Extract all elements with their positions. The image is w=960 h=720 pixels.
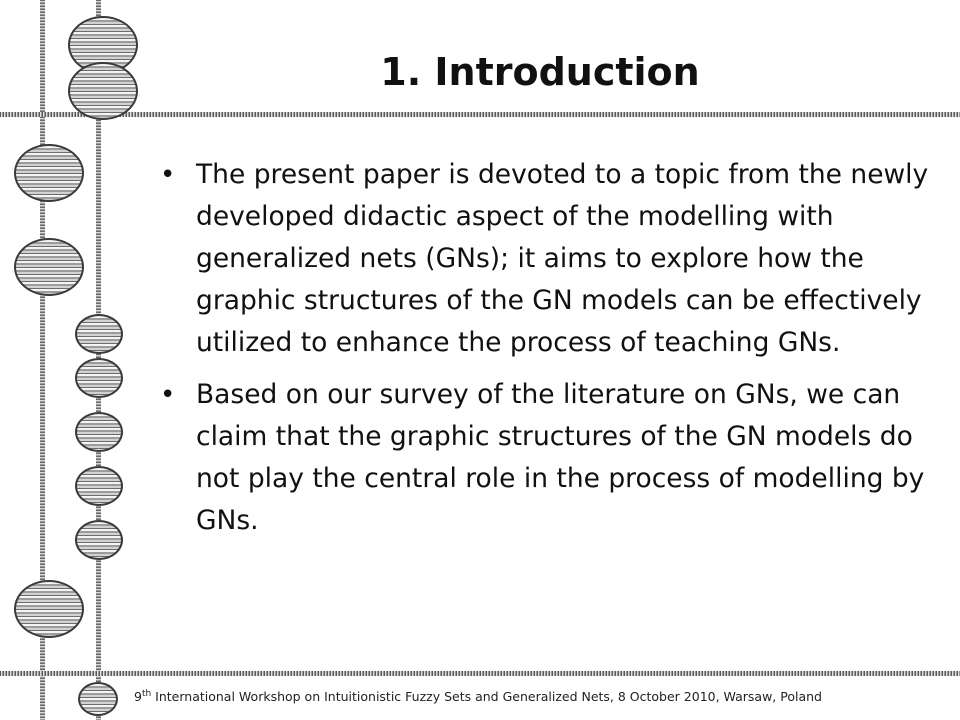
footer-ordinal-number: 9	[134, 689, 142, 705]
abacus-bead	[78, 682, 118, 716]
abacus-bead	[14, 144, 84, 202]
footer-text: International Workshop on Intuitionistic Fuzzy Sets and Generalized Nets, 8 October 2010, Warsaw, Poland	[151, 689, 822, 705]
footer-divider-line	[0, 671, 960, 676]
abacus-bead	[14, 580, 84, 638]
bullet-text: The present paper is devoted to a topic from the newly developed didactic aspect of the modelling with generalized nets (GNs); it aims to explore how the graphic structures of the GN models can be effectively utilized to enhance the process of teaching GNs.	[196, 159, 929, 358]
abacus-bead	[75, 412, 123, 452]
bullet-marker: •	[160, 160, 176, 190]
abacus-bead	[75, 466, 123, 506]
abacus-bead	[14, 238, 84, 296]
footer-conference-line	[134, 689, 944, 704]
abacus-bead	[68, 62, 138, 120]
title-divider-line	[0, 112, 960, 117]
abacus-bead	[75, 314, 123, 354]
bullet-item	[160, 374, 940, 542]
abacus-bead	[75, 520, 123, 560]
slide-title: 1. Introduction	[380, 50, 700, 94]
footer-ordinal-suffix: th	[141, 689, 152, 699]
bullet-list	[160, 154, 940, 552]
bullet-marker: •	[160, 380, 176, 410]
abacus-bead	[75, 358, 123, 398]
bullet-item	[160, 154, 940, 364]
bullet-text: Based on our survey of the literature on GNs, we can claim that the graphic structures of the GN models do not play the central role in the process of modelling by GNs.	[196, 379, 925, 536]
